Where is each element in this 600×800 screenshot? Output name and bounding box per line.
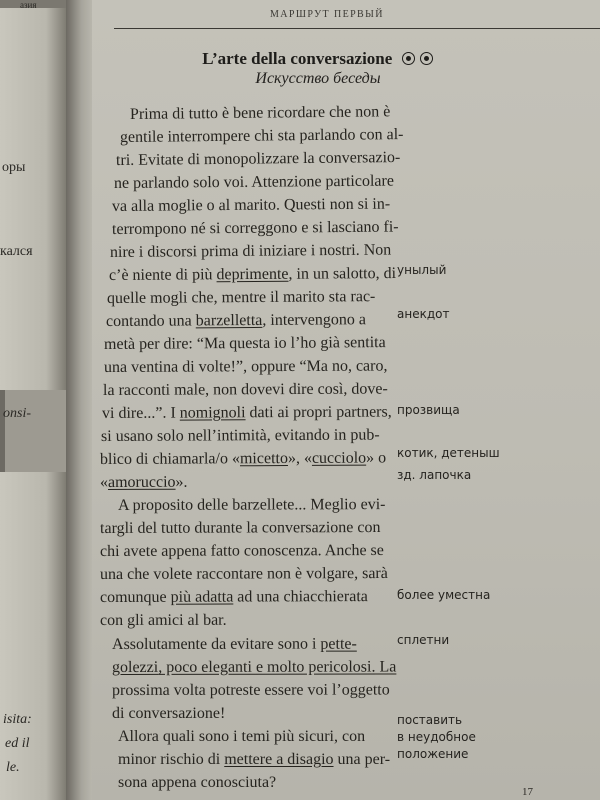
text-line xyxy=(104,355,388,379)
text-run: chi avete appena fatto conoscenza. Anche se xyxy=(99,542,384,560)
text-run: nire i discorsi prima di iniziare i nostri. Non xyxy=(109,241,392,261)
text-run: « xyxy=(99,473,109,491)
glossed-word: cucciolo xyxy=(311,449,367,467)
text-run: comunque xyxy=(99,588,171,606)
text-run: la racconti male, non dovevi dire così, dove- xyxy=(102,380,388,399)
audio-icons xyxy=(402,50,434,70)
text-line xyxy=(116,146,401,172)
text-run: », « xyxy=(287,449,312,468)
glossed-word: più adatta xyxy=(170,588,234,606)
gloss-note: более уместна xyxy=(397,588,491,602)
glossed-word: micetto xyxy=(239,450,288,468)
text-line xyxy=(118,748,390,771)
text-line xyxy=(112,679,390,702)
text-line xyxy=(114,170,394,195)
text-line xyxy=(104,331,386,356)
gloss-note: сплетни xyxy=(397,633,450,647)
section-title-text: L’arte della conversazione xyxy=(202,49,393,68)
text-line xyxy=(109,262,396,287)
page-number: 17 xyxy=(522,786,533,798)
text-line xyxy=(101,424,380,448)
text-line xyxy=(100,516,381,540)
text-run: si usano solo nell’intimità, evitando in pub- xyxy=(100,426,380,445)
text-line xyxy=(112,193,390,218)
text-line xyxy=(100,539,384,563)
text-run: contando una xyxy=(105,312,196,330)
book-gutter xyxy=(66,0,92,800)
text-run: ne parlando solo voi. Attenzione particolare xyxy=(113,172,394,192)
text-run: , in un salotto, di xyxy=(288,264,397,283)
text-run: ad una chiacchierata xyxy=(233,588,368,606)
left-text-fragment: кался xyxy=(0,244,33,259)
glossed-word: amoruccio xyxy=(107,473,176,491)
text-run: Assolutamente da evitare sono i xyxy=(111,635,321,653)
gloss-note: прозвища xyxy=(397,403,460,417)
text-line xyxy=(103,378,388,402)
section-title xyxy=(188,49,448,70)
gloss-note: зд. лапочка xyxy=(397,468,472,482)
left-running-head: азия xyxy=(20,0,37,10)
text-run: ». xyxy=(175,473,188,491)
glossed-word: barzelletta xyxy=(195,311,263,330)
right-page xyxy=(92,0,600,800)
text-run: una che volete raccontare non è volgare, sarà xyxy=(99,564,388,583)
text-line xyxy=(112,215,399,240)
gloss-note: в неудобное xyxy=(397,730,476,744)
text-run: dati ai propri partners, xyxy=(245,403,392,422)
text-run: una ventina di volte!”, oppure “Ma no, caro, xyxy=(103,357,388,376)
audio-disc-icon xyxy=(402,52,415,65)
text-run: tri. Evitate di monopolizzare la conversazio- xyxy=(115,149,401,169)
text-run: vi dire...”. I xyxy=(101,404,180,422)
text-line xyxy=(100,447,386,471)
glossed-word: mettere a disagio xyxy=(224,751,334,768)
text-run: c’è niente di più xyxy=(108,266,217,284)
text-line xyxy=(110,239,391,264)
gloss-note: анекдот xyxy=(397,307,450,321)
left-text-fragment: isita: xyxy=(3,712,32,727)
section-subtitle: Искусство беседы xyxy=(255,70,381,87)
glossed-word: nomignoli xyxy=(179,404,246,422)
gloss-note: унылый xyxy=(397,263,447,277)
text-run: gentile interrompere chi sta parlando con al- xyxy=(119,126,404,146)
text-line xyxy=(100,585,368,609)
text-line xyxy=(112,633,357,656)
audio-disc-icon xyxy=(420,52,433,65)
text-run: va alla moglie o al marito. Questi non si in- xyxy=(111,195,391,215)
text-line xyxy=(130,100,391,126)
text-run: quelle mogli che, mentre il marito sta rac- xyxy=(106,288,376,307)
left-shaded-box xyxy=(0,390,66,472)
left-page xyxy=(0,0,66,800)
text-run: Allora quali sono i temi più sicuri, con xyxy=(118,728,366,745)
text-line xyxy=(118,493,386,517)
text-line xyxy=(112,702,225,725)
header-rule xyxy=(114,28,600,29)
text-run: metà per dire: “Ma questa io l’ho già sentita xyxy=(103,334,386,353)
gloss-note: поставить xyxy=(397,713,463,727)
running-head: МАРШРУТ ПЕРВЫЙ xyxy=(270,9,384,20)
text-run: » o xyxy=(366,449,387,467)
text-line xyxy=(112,656,396,679)
text-run: terrompono né si correggono e si lasciano fi- xyxy=(111,218,399,238)
text-run: Prima di tutto è bene ricordare che non è xyxy=(129,103,391,123)
glossed-word: golezzi xyxy=(111,658,159,676)
glossed-word: , poco eleganti e molto pericolosi. La xyxy=(158,658,397,676)
text-run: sona appena conosciuta? xyxy=(118,774,277,791)
text-line xyxy=(100,562,388,586)
text-run: targli del tutto durante la conversazione con xyxy=(99,519,381,537)
left-text-fragment: le. xyxy=(6,760,20,775)
text-line xyxy=(100,471,188,494)
text-run: blico di chiamarla/o « xyxy=(99,450,240,468)
text-line xyxy=(100,609,227,632)
text-line xyxy=(106,308,366,333)
text-run: prossima volta potreste essere voi l’oggetto xyxy=(111,681,390,699)
text-run: una per- xyxy=(333,751,391,768)
text-run: minor rischio di xyxy=(118,751,225,768)
text-run: , intervengono a xyxy=(262,311,366,329)
text-line xyxy=(118,771,276,794)
left-text-fragment: onsi- xyxy=(3,406,31,421)
text-line xyxy=(102,400,392,425)
text-line xyxy=(120,123,404,149)
text-run: con gli amici al bar. xyxy=(99,611,227,629)
text-run: A proposito delle barzellete... Meglio evi- xyxy=(117,496,386,514)
text-line xyxy=(118,725,365,748)
glossed-word: pette- xyxy=(320,635,357,653)
left-text-fragment: ed il xyxy=(5,736,30,751)
gloss-note: положение xyxy=(397,747,469,761)
text-run: di conversazione! xyxy=(112,705,226,722)
glossed-word: deprimente xyxy=(216,265,289,284)
gloss-note: котик, детеныш xyxy=(397,446,500,460)
left-text-fragment: оры xyxy=(2,160,26,175)
text-line xyxy=(107,285,375,310)
